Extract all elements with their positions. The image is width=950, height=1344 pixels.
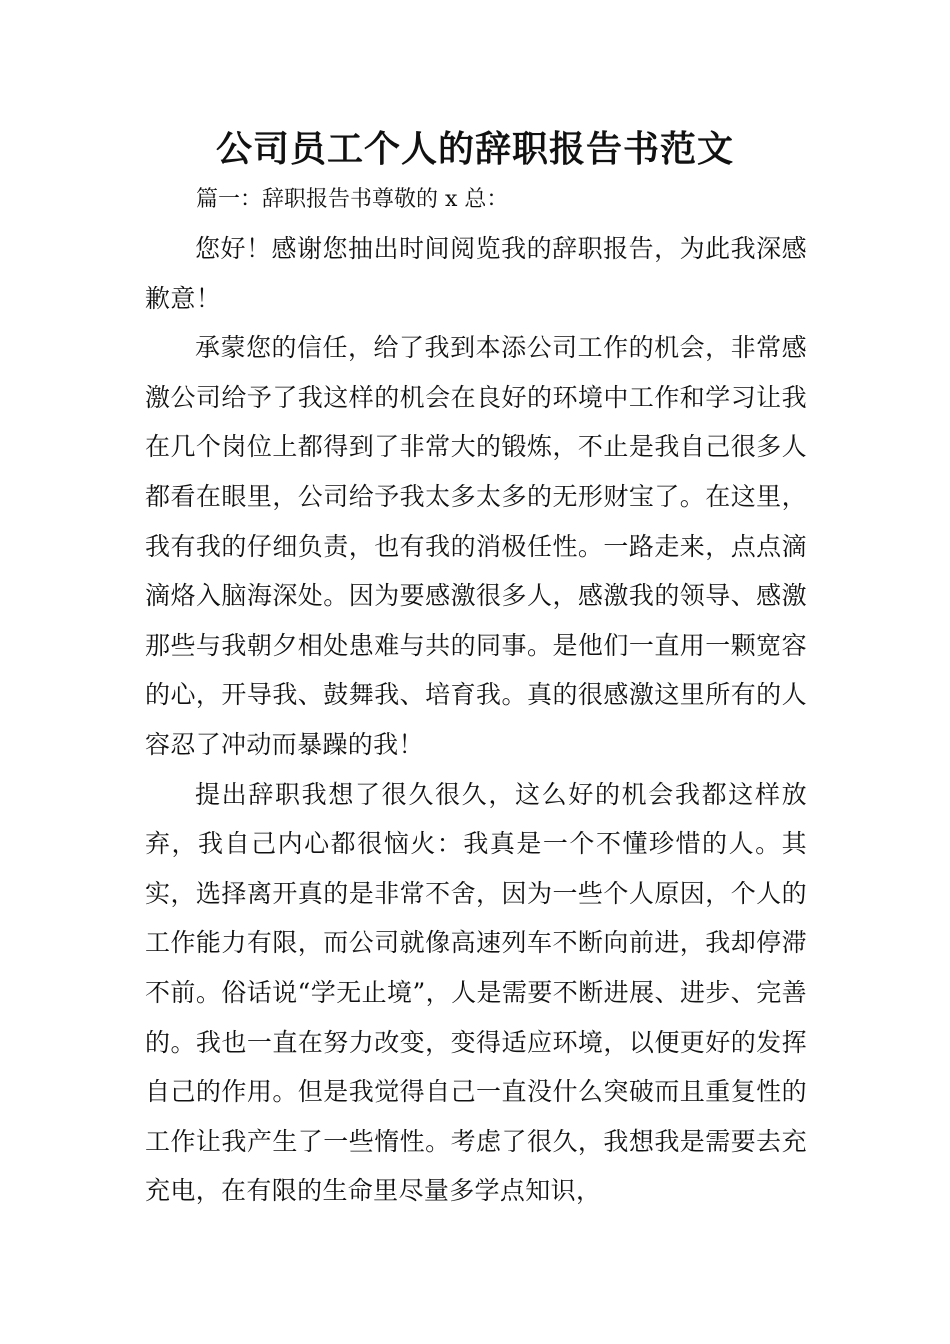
paragraph-reason: 提出辞职我想了很久很久，这么好的机会我都这样放弃，我自己内心都很恼火：我真是一个不懂珍惜的人。其实，选择离开真的是非常不舍，因为一些个人原因，个人的工作能力有限，而公司就像高速列车不断向前进，我却停滞不前。俗话说“学无止境”，人是需要不断进展、进步、完善的。我也一直在努力改变，变得适应环境，以便更好的发挥自己的作用。但是我觉得自己一直没什么突破而且重复性的工作让我产生了一些惰性。考虑了很久，我想我是需要去充充电，在有限的生命里尽量多学点知识，	[145, 779, 807, 1206]
document-body	[145, 224, 807, 1216]
document-subtitle: 篇一：辞职报告书尊敬的 x 总：	[196, 187, 509, 212]
document-title: 公司员工个人的辞职报告书范文	[215, 129, 734, 170]
paragraph-greeting: 您好！感谢您抽出时间阅览我的辞职报告，为此我深感歉意！	[145, 234, 807, 313]
paragraph-gratitude: 承蒙您的信任，给了我到本添公司工作的机会，非常感激公司给予了我这样的机会在良好的环境中工作和学习让我在几个岗位上都得到了非常大的锻炼，不止是我自己很多人都看在眼里，公司给予我太多太多的无形财宝了。在这里，我有我的仔细负责，也有我的消极任性。一路走来，点点滴滴烙入脑海深处。因为要感激很多人，感激我的领导、感激那些与我朝夕相处患难与共的同事。是他们一直用一颗宽容的心，开导我、鼓舞我、培育我。真的很感激这里所有的人容忍了冲动而暴躁的我！	[145, 333, 807, 759]
